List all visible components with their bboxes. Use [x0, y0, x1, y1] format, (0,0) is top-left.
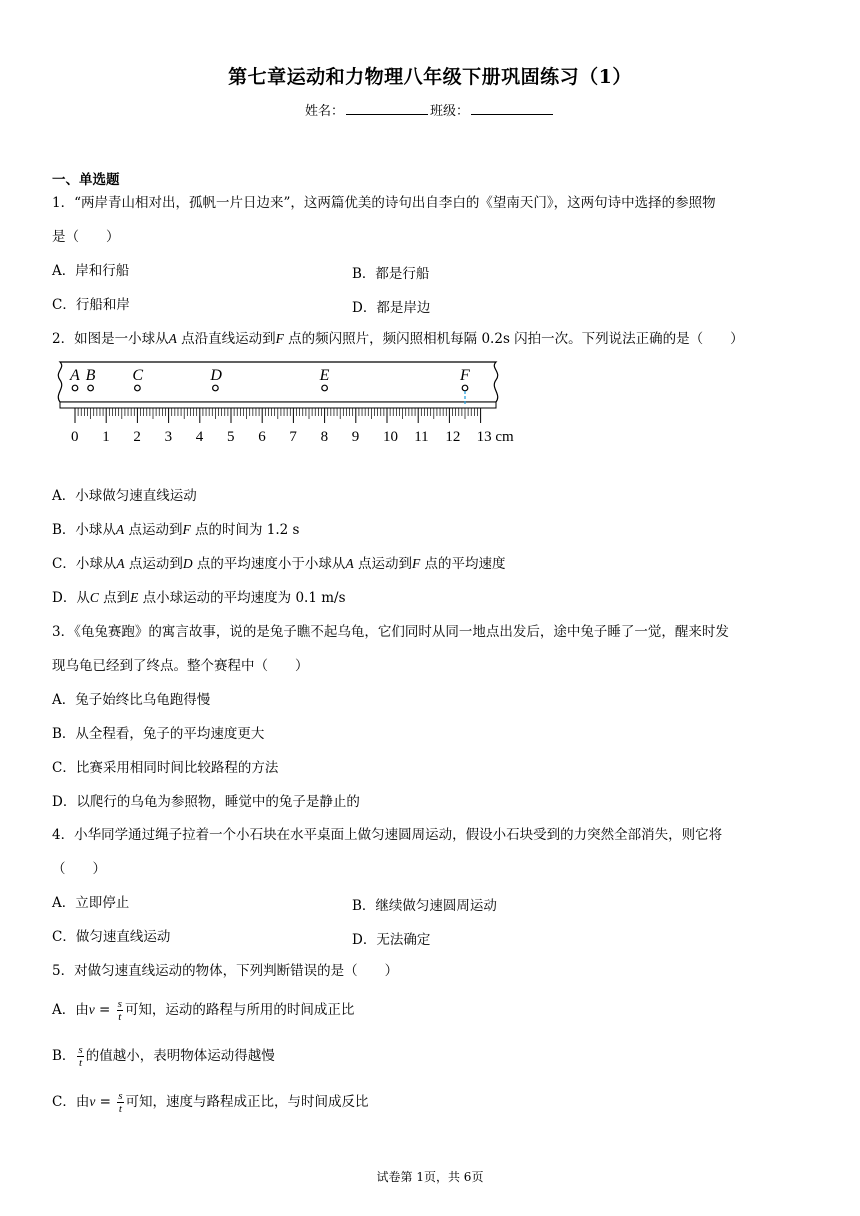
- ball-label-e: E: [319, 367, 330, 384]
- ruler-tick-label: 3: [164, 429, 173, 445]
- q4-option-b: B．继续做匀速圆周运动: [352, 898, 497, 914]
- ball-point-d: [213, 385, 219, 391]
- ruler-body: [60, 402, 496, 408]
- q4-option-a: A．立即停止: [52, 895, 130, 911]
- q3-option-a: A．兔子始终比乌龟跑得慢: [52, 692, 211, 708]
- ruler-ticks: [75, 408, 481, 423]
- ruler-tick-label: 12: [445, 429, 461, 445]
- page-footer: 试卷第 1页，共 6页: [376, 1170, 484, 1184]
- q5-option-c: C．由v = $\frac{s}{t}$ 可知，速度与路程成正比，与时间成反比: [52, 1090, 369, 1115]
- ruler-tick-label: 0: [71, 429, 79, 445]
- section-heading: 一、单选题: [52, 172, 120, 188]
- fraction-s-over-t: $\frac{s}{t}$: [118, 1090, 123, 1115]
- ruler-tick-label: 4: [195, 429, 204, 445]
- ruler-figure: [44, 358, 524, 450]
- ball-label-d: D: [210, 367, 222, 384]
- ball-label-b: B: [85, 367, 96, 384]
- ruler-tick-label: 8: [320, 429, 329, 445]
- class-blank: [471, 102, 553, 115]
- page-title: 第七章运动和力物理八年级下册巩固练习（1）: [228, 66, 632, 88]
- fraction-s-over-t: $\frac{s}{t}$: [78, 1044, 83, 1069]
- ruler-tick-label: 13 cm: [476, 429, 514, 445]
- ball-point-e: [322, 385, 328, 391]
- q2-option-c: C．小球从A 点运动到D 点的平均速度小于小球从A 点运动到F 点的平均速度: [52, 556, 506, 572]
- q2-option-b: B．小球从A 点运动到F 点的时间为 1.2 s: [52, 522, 300, 538]
- ruler-tick-label: 9: [351, 429, 360, 445]
- q4-option-d: D．无法确定: [352, 932, 431, 948]
- q4-option-c: C．做匀速直线运动: [52, 929, 171, 945]
- ball-point-c: [135, 385, 141, 391]
- ball-label-f: F: [460, 367, 470, 384]
- q3-option-b: B．从全程看，兔子的平均速度更大: [52, 726, 265, 742]
- ball-label-a: A: [70, 367, 80, 384]
- q1-option-b: B．都是行船: [352, 266, 430, 282]
- ball-label-c: C: [132, 367, 144, 384]
- q5-option-a: A．由v = $\frac{s}{t}$ 可知，运动的路程与所用的时间成正比: [52, 998, 355, 1023]
- name-label: 姓名：: [304, 104, 344, 119]
- ruler-tick-label: 5: [227, 429, 235, 445]
- q3-stem-line2: 现乌龟已经到了终点。整个赛程中（ ）: [52, 658, 309, 674]
- ruler-tick-labels: [71, 429, 514, 445]
- photo-strip: [58, 362, 497, 402]
- ruler-tick-label: 1: [102, 429, 110, 445]
- q3-stem-line1: 3．《龟兔赛跑》的寓言故事，说的是兔子瞧不起乌龟，它们同时从同一地点出发后，途中兔子睡了一觉，醒来时发: [52, 624, 729, 640]
- fraction-s-over-t: $\frac{s}{t}$: [117, 998, 122, 1023]
- q1-stem-line1: 1．“两岸青山相对出，孤帆一片日边来”，这两篇优美的诗句出自李白的《望南天门》，这两句诗中选择的参照物: [52, 195, 716, 211]
- q2-stem: 2．如图是一小球从A 点沿直线运动到F 点的频闪照片，频闪照相机每隔 0.2s 闪拍一次。下列说法正确的是（ ）: [52, 331, 744, 347]
- name-blank: [346, 102, 428, 115]
- q5-stem: 5．对做匀速直线运动的物体，下列判断错误的是（ ）: [52, 963, 399, 979]
- ruler-tick-label: 10: [383, 429, 398, 445]
- q3-option-c: C．比赛采用相同时间比较路程的方法: [52, 760, 279, 776]
- q2-option-a: A．小球做匀速直线运动: [52, 488, 197, 504]
- q1-stem-line2: 是（ ）: [52, 229, 120, 245]
- ball-point-a: [72, 385, 78, 391]
- class-label: 班级：: [430, 104, 470, 119]
- ruler-tick-label: 2: [133, 429, 141, 445]
- q4-stem-line1: 4．小华同学通过绳子拉着一个小石块在水平桌面上做匀速圆周运动，假设小石块受到的力突然全部消失，则它将: [52, 827, 723, 843]
- name-class-line: [0, 100, 860, 119]
- ball-point-f: [462, 385, 468, 391]
- ball-point-b: [88, 385, 94, 391]
- q1-option-a: A．岸和行船: [52, 263, 130, 279]
- q5-option-b: B． $\frac{s}{t}$ 的值越小，表明物体运动得越慢: [52, 1044, 275, 1069]
- ruler-tick-label: 6: [258, 429, 266, 445]
- ruler-tick-label: 7: [289, 429, 297, 445]
- q1-option-c: C．行船和岸: [52, 297, 130, 313]
- q3-option-d: D．以爬行的乌龟为参照物，睡觉中的兔子是静止的: [52, 794, 360, 810]
- q2-option-d: D．从C 点到E 点小球运动的平均速度为 0.1 m/s: [52, 590, 346, 606]
- q4-stem-line2: （ ）: [52, 861, 106, 877]
- q1-option-d: D．都是岸边: [352, 300, 431, 316]
- ruler-tick-label: 11: [414, 429, 429, 445]
